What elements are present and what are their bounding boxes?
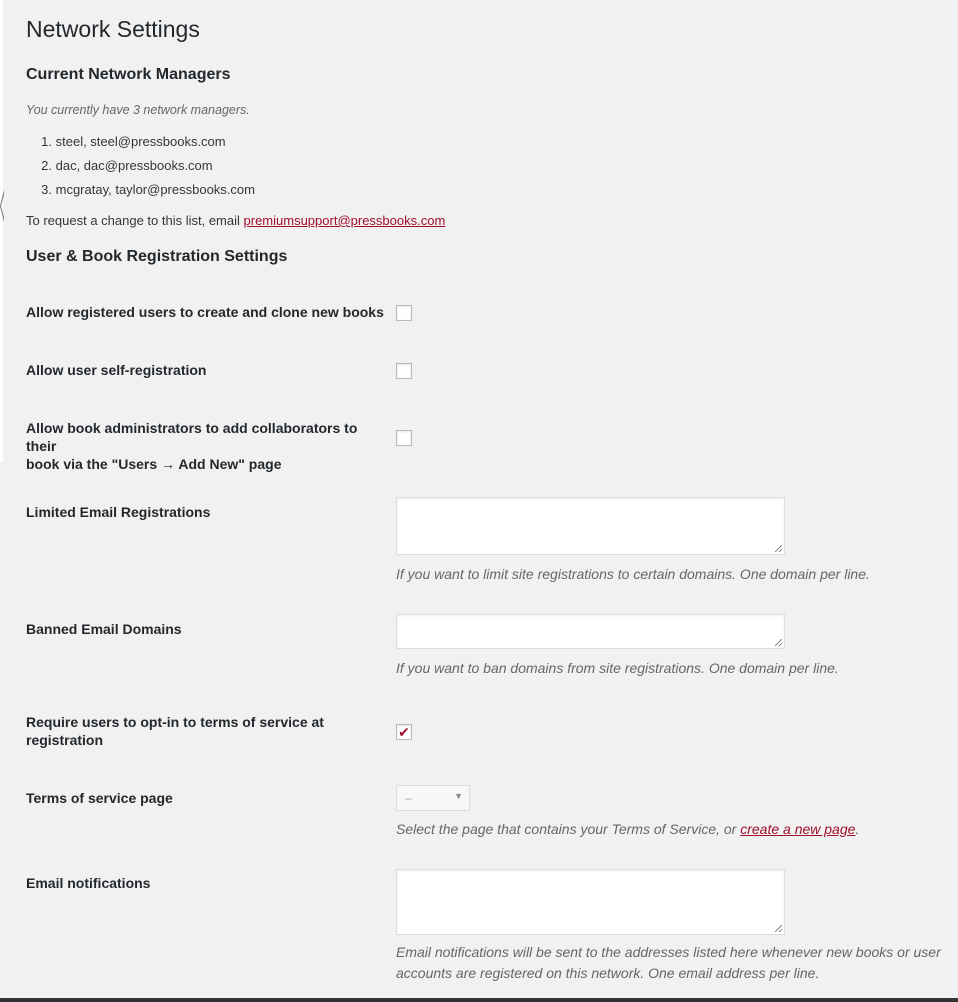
email-notifications-textarea[interactable] — [396, 869, 785, 935]
page-title: Network Settings — [26, 16, 200, 42]
collaborators-label-line2: book via the "Users → Add New" page — [26, 456, 282, 472]
manager-entry: dac, dac@pressbooks.com — [55, 158, 213, 173]
terms-page-description-end: . — [855, 821, 860, 837]
resize-handle-icon[interactable] — [775, 639, 782, 646]
terms-page-label: Terms of service page — [26, 790, 173, 806]
managers-list — [26, 132, 255, 204]
resize-handle-icon[interactable] — [775, 545, 782, 552]
create-clone-checkbox[interactable] — [396, 305, 412, 321]
manager-entry: mcgratay, taylor@pressbooks.com — [55, 182, 255, 197]
terms-optin-label — [26, 713, 386, 749]
list-item — [26, 180, 255, 204]
select-value: – — [405, 791, 412, 805]
support-email-link[interactable]: premiumsupport@pressbooks.com — [243, 213, 446, 228]
left-edge-panel — [0, 0, 3, 462]
managers-heading: Current Network Managers — [26, 66, 231, 83]
bottom-edge — [0, 998, 958, 1002]
collaborators-label — [26, 419, 386, 473]
manager-entry: steel, steel@pressbooks.com — [55, 134, 226, 149]
self-registration-checkbox[interactable] — [396, 363, 412, 379]
terms-optin-label-line2: registration — [26, 732, 104, 748]
collaborators-label-line1: Allow book administrators to add collaborators to their — [26, 420, 358, 454]
banned-email-label: Banned Email Domains — [26, 621, 182, 637]
list-item — [26, 132, 255, 156]
email-notifications-label: Email notifications — [26, 875, 151, 891]
list-number: 3. — [41, 182, 52, 197]
limited-email-textarea[interactable] — [396, 497, 785, 555]
list-item — [26, 156, 255, 180]
list-number: 2. — [41, 158, 52, 173]
terms-page-description — [396, 819, 859, 840]
list-number: 1. — [41, 134, 52, 149]
registration-heading: User & Book Registration Settings — [26, 248, 288, 265]
limited-email-label: Limited Email Registrations — [26, 504, 211, 520]
terms-page-select[interactable] — [396, 785, 470, 811]
request-change-text — [26, 213, 445, 228]
managers-intro: You currently have 3 network managers. — [26, 103, 250, 117]
terms-optin-label-line1: Require users to opt-in to terms of service at — [26, 714, 324, 730]
email-notifications-description-line2: accounts are registered on this network. One email address per line. — [396, 965, 820, 981]
create-new-page-link[interactable]: create a new page — [740, 821, 856, 837]
checkmark-icon: ✔ — [398, 724, 410, 740]
banned-email-description: If you want to ban domains from site registrations. One domain per line. — [396, 660, 839, 676]
collaborators-checkbox[interactable] — [396, 430, 412, 446]
limited-email-description: If you want to limit site registrations to certain domains. One domain per line. — [396, 566, 870, 582]
create-clone-label: Allow registered users to create and clone new books — [26, 304, 384, 320]
banned-email-textarea[interactable] — [396, 614, 785, 649]
terms-optin-checkbox[interactable] — [396, 724, 412, 740]
email-notifications-description-line1: Email notifications will be sent to the addresses listed here whenever new books or user — [396, 944, 941, 960]
request-text: To request a change to this list, email — [26, 213, 244, 228]
self-registration-label: Allow user self-registration — [26, 362, 207, 378]
terms-page-description-text: Select the page that contains your Terms of Service, or — [396, 821, 741, 837]
dropdown-arrow-icon: ▼ — [454, 791, 463, 801]
resize-handle-icon[interactable] — [775, 925, 782, 932]
